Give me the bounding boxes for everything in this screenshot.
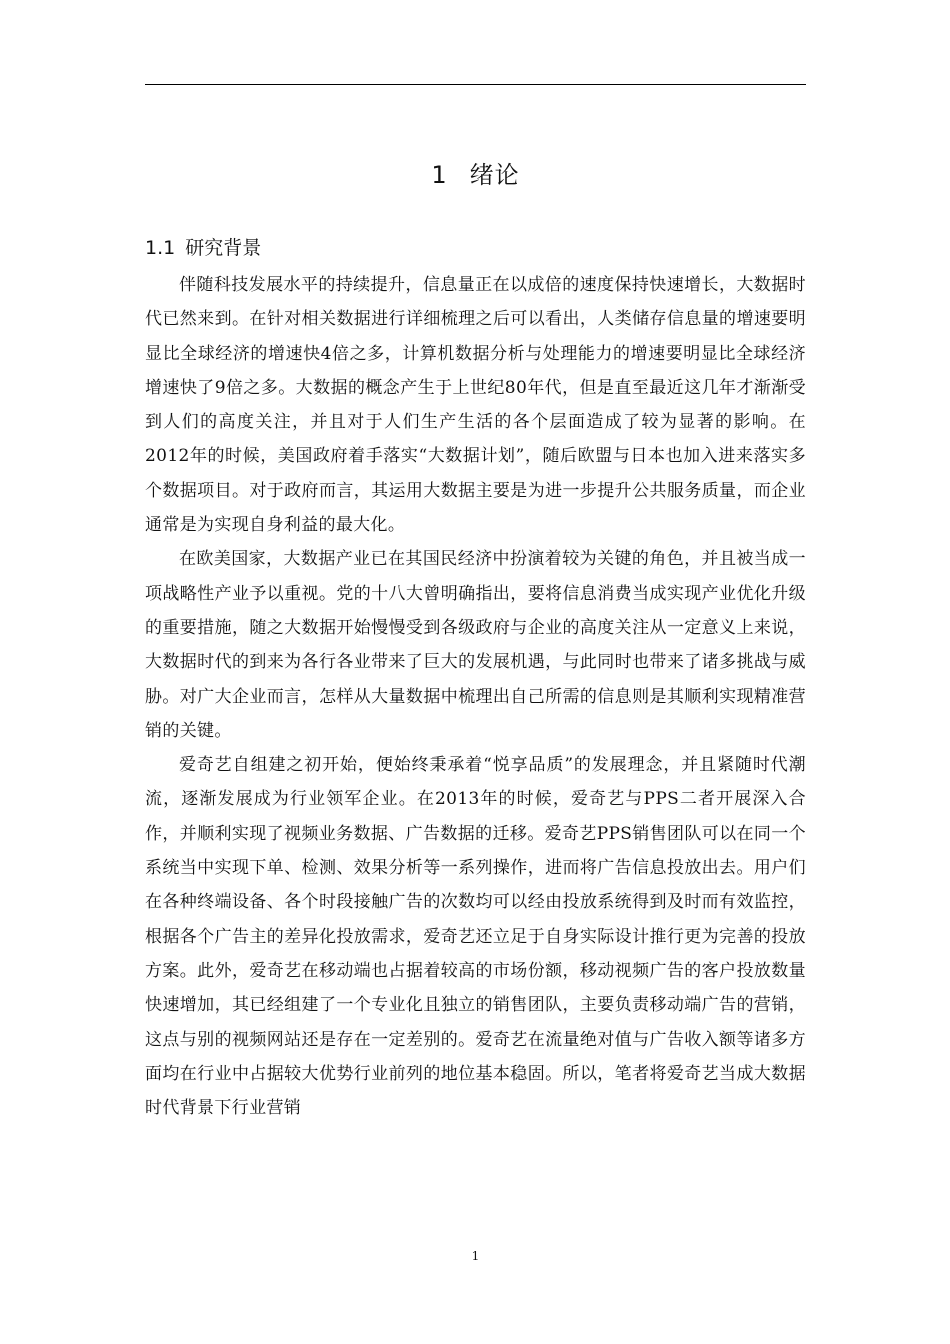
header-rule — [145, 84, 806, 85]
section-heading — [145, 234, 261, 262]
body-text — [145, 268, 806, 1125]
chapter-heading — [145, 158, 806, 192]
chapter-number: 1 — [431, 161, 448, 189]
paragraph-2: 在欧美国家，大数据产业已在其国民经济中扮演着较为关键的角色，并且被当成一项战略性产业予以重视。党的十八大曾明确指出，要将信息消费当成实现产业优化升级的重要措施，随之大数据开始慢慢受到各级政府与企业的高度关注从一定意义上来说，大数据时代的到来为各行各业带来了巨大的发展机遇，与此同时也带来了诸多挑战与威胁。对广大企业而言，怎样从大量数据中梳理出自己所需的信息则是其顺利实现精准营销的关键。 — [145, 549, 806, 741]
section-title-text: 研究背景 — [185, 237, 262, 259]
paragraph-3: 爱奇艺自组建之初开始，便始终秉承着“悦享品质”的发展理念，并且紧随时代潮流，逐渐发展成为行业领军企业。在2013年的时候，爱奇艺与PPS二者开展深入合作，并顺利实现了视频业务数据、广告数据的迁移。爱奇艺PPS销售团队可以在同一个系统当中实现下单、检测、效果分析等一系列操作，进而将广告信息投放出去。用户们在各种终端设备、各个时段接触广告的次数均可以经由投放系统得到及时而有效监控，根据各个广告主的差异化投放需求，爱奇艺还立足于自身实际设计推行更为完善的投放方案。此外，爱奇艺在移动端也占据着较高的市场份额，移动视频广告的客户投放数量快速增加，其已经组建了一个专业化且独立的销售团队，主要负责移动端广告的营销，这点与别的视频网站还是存在一定差别的。爱奇艺在流量绝对值与广告收入额等诸多方面均在行业中占据较大优势行业前列的地位基本稳固。所以，笔者将爱奇艺当成大数据时代背景下行业营销 — [145, 755, 806, 1119]
section-number: 1.1 — [145, 237, 176, 259]
paragraph-1: 伴随科技发展水平的持续提升，信息量正在以成倍的速度保持快速增长，大数据时代已然来到。在针对相关数据进行详细梳理之后可以看出，人类储存信息量的增速要明显比全球经济的增速快4倍之多，计算机数据分析与处理能力的增速要明显比全球经济增速快了9倍之多。大数据的概念产生于上世纪80年代，但是直至最近这几年才渐渐受到人们的高度关注，并且对于人们生产生活的各个层面造成了较为显著的影响。在2012年的时候，美国政府着手落实“大数据计划”，随后欧盟与日本也加入进来落实多个数据项目。对于政府而言，其运用大数据主要是为进一步提升公共服务质量，而企业通常是为实现自身利益的最大化。 — [145, 275, 806, 536]
chapter-title-text: 绪论 — [469, 161, 520, 189]
page-number: 1 — [471, 1249, 480, 1263]
